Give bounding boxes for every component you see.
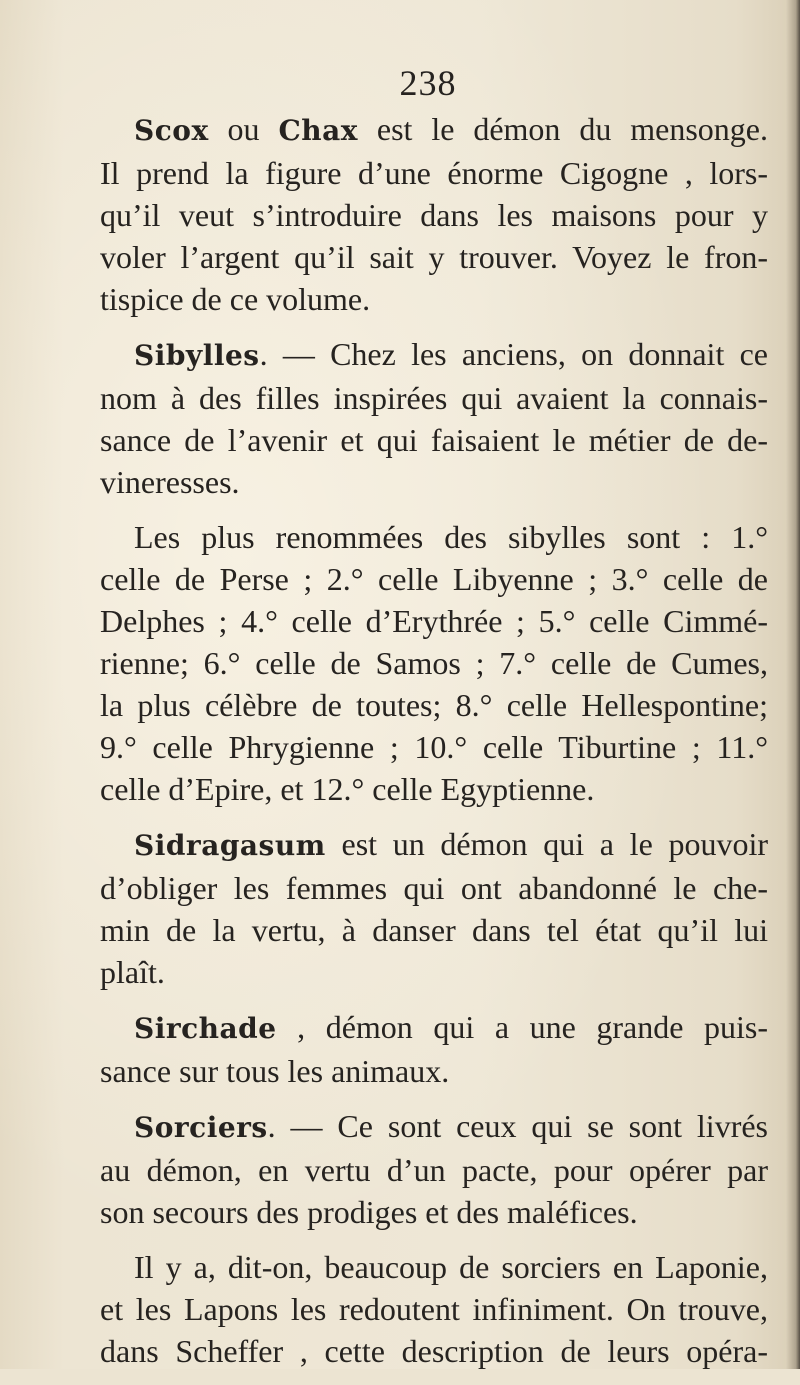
entry-sibylles [100,333,768,503]
text-line: 9.° celle Phrygienne ; 10.° celle Tiburtine ; 11.° [100,729,768,765]
text-line: plaît. [100,954,165,990]
headword: Sibylles [134,339,260,372]
text-line: sance de l’avenir et qui faisaient le métier de de- [100,422,768,458]
line-text: est un démon qui a le pouvoir [325,826,768,862]
headword: Chax [278,114,358,147]
text-line: la plus célèbre de toutes; 8.° celle Hellespontine; [100,687,768,723]
text-line [100,1105,768,1149]
text-line [100,1006,768,1050]
paragraph-sorciers-laponie [100,1246,768,1372]
text-line: qu’il veut s’introduire dans les maisons pour y [100,197,768,233]
text-line: Les plus renommées des sibylles sont : 1.° [134,519,768,555]
page-number: 238 [399,63,457,103]
headword: Sidragasum [134,829,326,862]
text-line [100,823,768,867]
line-text: , démon qui a une grande puis- [276,1009,768,1045]
text-line: vineresses. [100,464,240,500]
headword: Scox [134,114,209,147]
text-line [100,333,768,377]
text-line: nom à des filles inspirées qui avaient la connais- [100,380,768,416]
text-line: et les Lapons les redoutent infiniment. On trouve, [100,1291,768,1327]
headword: Sirchade [134,1012,277,1045]
text-line: dans Scheffer , cette description de leurs opéra- [100,1333,768,1369]
paragraph-sibylles-list [100,516,768,810]
page-edge-shadow [786,0,800,1369]
text-line: tispice de ce volume. [100,281,371,317]
text-line: d’obliger les femmes qui ont abandonné le che- [100,870,768,906]
text-line: voler l’argent qu’il sait y trouver. Voyez le fron- [100,239,768,275]
line-text: ou [208,111,279,147]
text-line [100,108,768,152]
text-line: Il prend la figure d’une énorme Cigogne , lors- [100,155,768,191]
text-line: son secours des prodiges et des maléfices. [100,1194,638,1230]
text-line: Delphes ; 4.° celle d’Erythrée ; 5.° celle Cimmé- [100,603,768,639]
headword: Sorciers [134,1111,268,1144]
text-line: celle de Perse ; 2.° celle Libyenne ; 3.° celle de [100,561,768,597]
text-line: au démon, en vertu d’un pacte, pour opérer par [100,1152,768,1188]
text-line: celle d’Epire, et 12.° celle Egyptienne. [100,771,595,807]
entry-sidragasum [100,823,768,993]
text-line: Il y a, dit-on, beaucoup de sorciers en Laponie, [134,1249,768,1285]
text-line: min de la vertu, à danser dans tel état qu’il lui [100,912,768,948]
text-line: rienne; 6.° celle de Samos ; 7.° celle de Cumes, [100,645,768,681]
dictionary-text [100,108,768,1385]
entry-sirchade [100,1006,768,1092]
line-text: est le démon du mensonge. [357,111,769,147]
line-text: . — Chez les anciens, on donnait ce [259,336,768,372]
entry-sorciers [100,1105,768,1233]
entry-scox [100,108,768,320]
line-text: . — Ce sont ceux qui se sont livrés [267,1108,768,1144]
text-line: sance sur tous les animaux. [100,1053,450,1089]
